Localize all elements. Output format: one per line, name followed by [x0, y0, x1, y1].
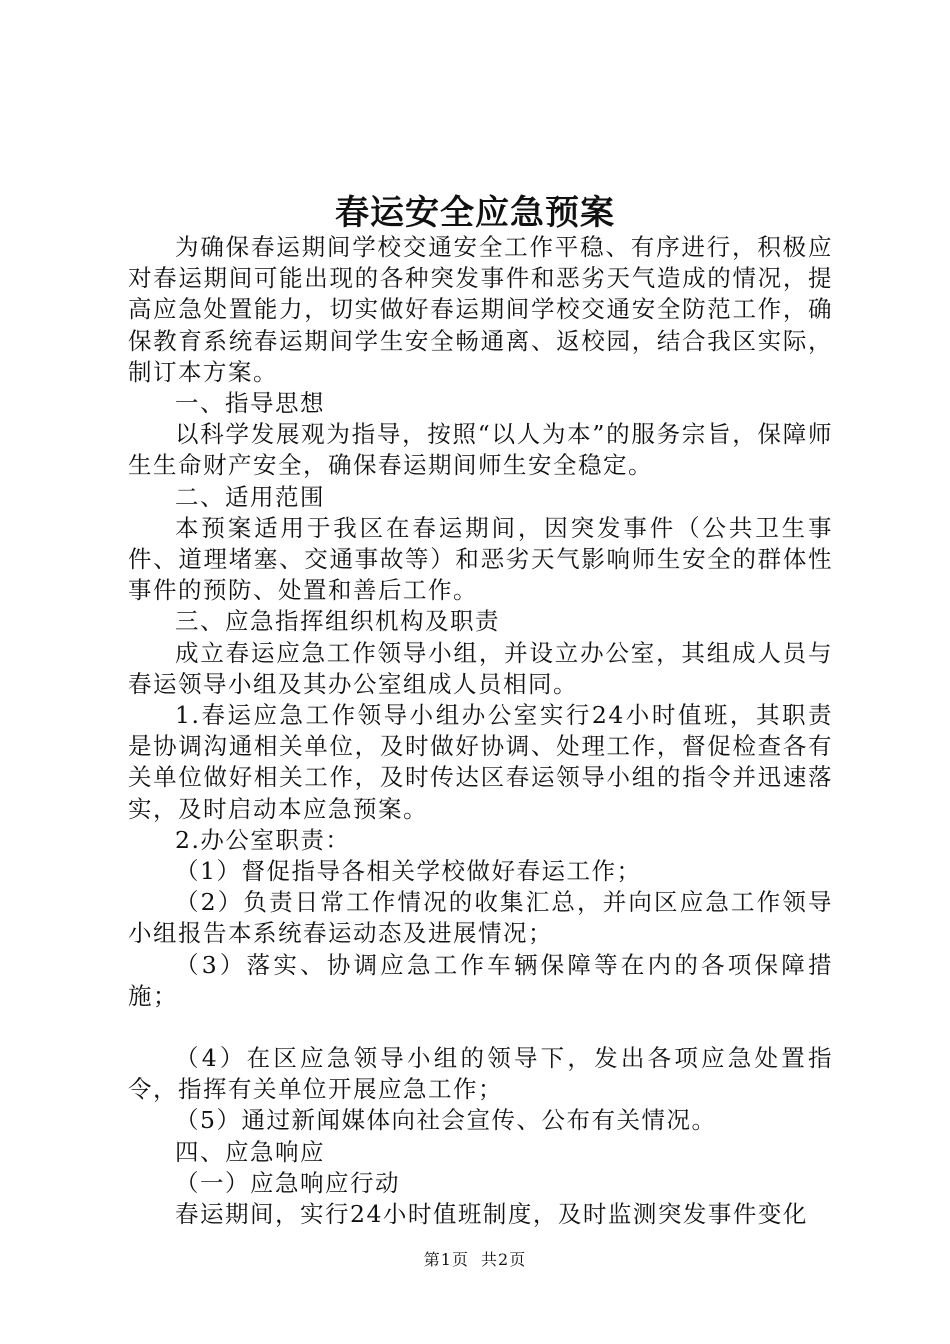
paragraph-response-action: 春运期间，实行24小时值班制度，及时监测突发事件变化 — [175, 1200, 808, 1229]
list-item-duty-3: （3）落实、协调应急工作车辆保障等在内的各项保障措施； — [128, 950, 833, 1010]
paragraph-organization: 成立春运应急工作领导小组，并设立办公室，其组成人员与春运领导小组及其办公室组成人员相同。 — [128, 638, 833, 698]
list-item-duty-2: （2）负责日常工作情况的收集汇总，并向区应急工作领导小组报告本系统春运动态及进展情况； — [128, 888, 833, 948]
page-number: 第1页 — [423, 1250, 469, 1269]
page-footer — [0, 1247, 950, 1270]
heading-organization: 三、应急指挥组织机构及职责 — [175, 607, 500, 636]
paragraph-item-1: 1.春运应急工作领导小组办公室实行24小时值班，其职责是协调沟通相关单位，及时做好协调、处理工作，督促检查各有关单位做好相关工作，及时传达区春运领导小组的指令并迅速落实，及时启动本应急预案。 — [128, 701, 833, 823]
document-title: 春运安全应急预案 — [335, 193, 615, 233]
list-item-duty-1: （1）督促指导各相关学校做好春运工作； — [175, 857, 642, 886]
document-body — [128, 232, 833, 1230]
paragraph-guiding-ideology: 以科学发展观为指导，按照“以人为本”的服务宗旨，保障师生生命财产安全，确保春运期间师生安全稳定。 — [128, 420, 833, 480]
heading-guiding-ideology: 一、指导思想 — [175, 389, 325, 418]
subheading-response-action: （一）应急响应行动 — [175, 1168, 400, 1197]
heading-scope: 二、适用范围 — [175, 482, 325, 511]
page-total: 共2页 — [481, 1250, 527, 1269]
paragraph-item-2: 2.办公室职责： — [175, 825, 351, 854]
list-item-duty-5: （5）通过新闻媒体向社会宣传、公布有关情况。 — [175, 1106, 717, 1135]
list-item-duty-4: （4）在区应急领导小组的领导下，发出各项应急处置指令，指挥有关单位开展应急工作； — [128, 1044, 833, 1104]
heading-emergency-response: 四、应急响应 — [175, 1137, 325, 1166]
paragraph-intro: 为确保春运期间学校交通安全工作平稳、有序进行，积极应对春运期间可能出现的各种突发事件和恶劣天气造成的情况，提高应急处置能力，切实做好春运期间学校交通安全防范工作，确保教育系统春运期间学生安全畅通离、返校园，结合我区实际，制订本方案。 — [128, 233, 833, 386]
paragraph-scope: 本预案适用于我区在春运期间，因突发事件（公共卫生事件、道理堵塞、交通事故等）和恶劣天气影响师生安全的群体性事件的预防、处置和善后工作。 — [128, 513, 833, 605]
